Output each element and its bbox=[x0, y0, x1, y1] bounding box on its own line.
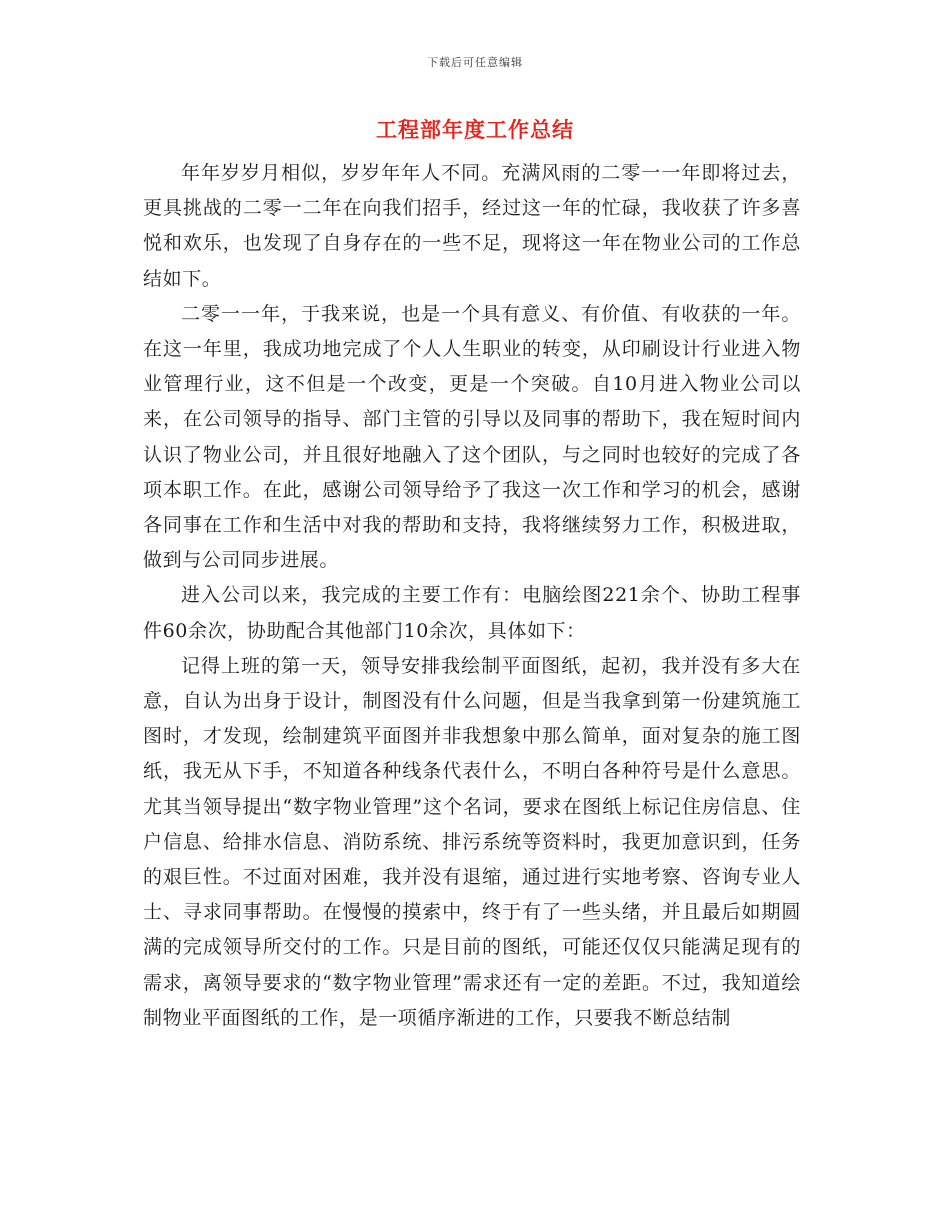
paragraph-4: 记得上班的第一天，领导安排我绘制平面图纸，起初，我并没有多大在意，自认为出身于设计，制图没有什么问题，但是当我拿到第一份建筑施工图时，才发现，绘制建筑平面图并非我想象中那么简单，面对复杂的施工图纸，我无从下手，不知道各种线条代表什么，不明白各种符号是什么意思。尤其当领导提出“数字物业管理”这个名词，要求在图纸上标记住房信息、住户信息、给排水信息、消防系统、排污系统等资料时，我更加意识到，任务的艰巨性。不过面对困难，我并没有退缩，通过进行实地考察、咨询专业人士、寻求同事帮助。在慢慢的摸索中，终于有了一些头绪，并且最后如期圆满的完成领导所交付的工作。只是目前的图纸，可能还仅仅只能满足现有的需求，离领导要求的“数字物业管理”需求还有一定的差距。不过，我知道绘制物业平面图纸的工作，是一项循序渐进的工作，只要我不断总结制 bbox=[143, 654, 801, 1029]
paragraph-3: 进入公司以来，我完成的主要工作有：电脑绘图221余个、协助工程事件60余次，协助配合其他部门10余次，具体如下： bbox=[143, 584, 801, 642]
document-body bbox=[143, 156, 801, 1036]
paragraph-1: 年年岁岁月相似，岁岁年年人不同。充满风雨的二零一一年即将过去，更具挑战的二零一二年在向我们招手，经过这一年的忙碌，我收获了许多喜悦和欢乐，也发现了自身存在的一些不足，现将这一年在物业公司的工作总结如下。 bbox=[143, 162, 801, 290]
header-note: 下载后可任意编辑 bbox=[427, 56, 523, 69]
document-title: 工程部年度工作总结 bbox=[376, 118, 574, 142]
paragraph-2: 二零一一年，于我来说，也是一个具有意义、有价值、有收获的一年。在这一年里，我成功地完成了个人人生职业的转变，从印刷设计行业进入物业管理行业，这不但是一个改变，更是一个突破。自10月进入物业公司以来，在公司领导的指导、部门主管的引导以及同事的帮助下，我在短时间内认识了物业公司，并且很好地融入了这个团队，与之同时也较好的完成了各项本职工作。在此，感谢公司领导给予了我这一次工作和学习的机会，感谢各同事在工作和生活中对我的帮助和支持，我将继续努力工作，积极进取，做到与公司同步进展。 bbox=[143, 302, 801, 572]
